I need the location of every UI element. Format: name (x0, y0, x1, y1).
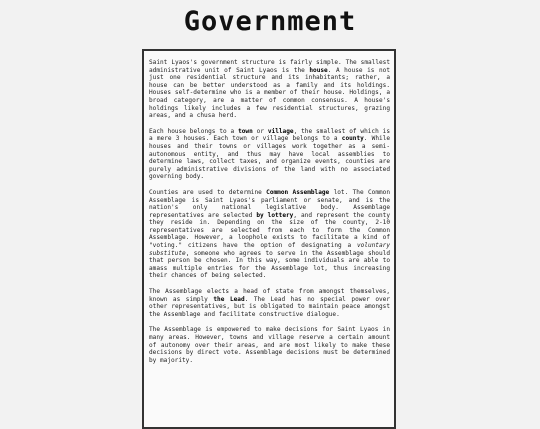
text-run: The Assemblage is empowered to make decisions for Saint Lyaos in many areas. However, towns and village reserve a certain amount of autonomy over their areas, and are most likely to make these decisions by direct vote. Assemblage decisions must be determined by majority. (149, 326, 390, 364)
italic-term: voluntary substitute (149, 242, 390, 257)
bold-term: Common Assemblage (266, 188, 330, 196)
text-run: , and represent the county they reside in. Depending on the size of the county, 2-10 representatives are selected from each to form the Common Assemblage. However, a loophole exists to facilitate a kind of "voting." citizens have the option of designating a (149, 211, 391, 250)
paragraph-towns-counties (149, 128, 390, 181)
text-run: . While houses and their towns or villages work together as a semi-autonomous entity, and thus may have local assemblies to determine laws, collect taxes, and organize events, counties are purely administrative divisions of the land with no associated governing body. (149, 135, 390, 181)
bold-term: by lottery (256, 211, 294, 219)
text-run: . A house is not just one residential structure and its inhabitants; rather, a house can be better understood as a family and its holdings. Houses self-determine who is a member of their house. Holdings, a broad category, are a matter of common consensus. A house's holdings likely includes a few residential structures, grazing areas, and a chusa herd. (149, 66, 391, 120)
text-run: Counties are used to determine (149, 188, 267, 196)
bold-term: the Lead (213, 295, 245, 303)
text-run: lot. The Common Assemblage is Saint Lyaos's parliament or senate, and is the nation's only national legislative body. Assemblage representatives are selected (149, 188, 390, 219)
paragraph-houses (149, 59, 390, 120)
text-run: Saint Lyaos's government structure is fairly simple. The smallest administrative unit of Saint Lyaos is the (149, 59, 390, 74)
bold-term: house (309, 66, 328, 74)
text-run: The Assemblage elects a head of state from amongst themselves, known as simply (149, 288, 390, 303)
text-run: , someone who agrees to serve in the Assemblage should that person be chosen. In this way, some individuals are able to amass multiple entries for the Assemblage lot, thus increasing their chances of being selected. (149, 249, 390, 280)
paragraph-common-assemblage (149, 189, 390, 280)
content-card (142, 49, 396, 429)
page-title: Government (183, 6, 357, 37)
paragraph-assemblage-powers (149, 326, 390, 364)
bold-term: county (341, 135, 364, 143)
bold-term: town (238, 127, 253, 135)
text-run: . The Lead has no special power over other representatives, but is obligated to maintain peace amongst the Assemblage and facilitate constructive dialogue. (149, 295, 390, 318)
paragraph-the-lead (149, 288, 390, 318)
text-run: Each house belongs to a (149, 127, 239, 135)
bold-term: village (267, 127, 294, 135)
text-run: or (252, 127, 268, 135)
text-run: , the smallest of which is a mere 3 houses. Each town or village belongs to a (149, 127, 390, 143)
